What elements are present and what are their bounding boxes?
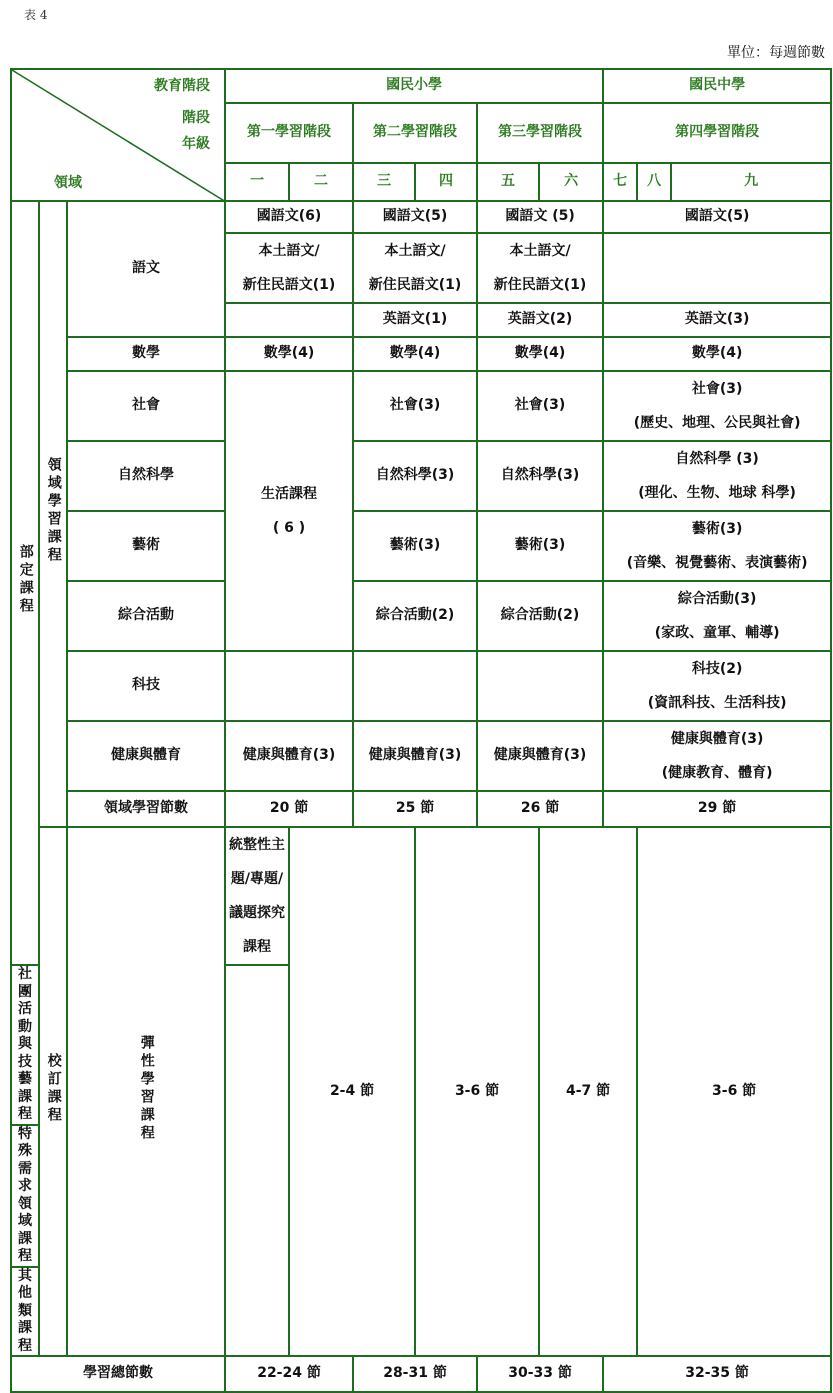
corner-education-stage: 教育階段 [154,78,211,94]
table-number-label: 表 4 [24,8,48,22]
row-technology [11,651,831,721]
curriculum-table [10,68,832,1393]
integrative-stage-4-line-1: 綜合活動(3) [677,591,757,607]
grade-9: 九 [671,163,831,201]
domain-health: 健康與體育 [67,721,225,791]
domain-social: 社會 [67,371,225,441]
domain-hours-stage-4: 29 節 [603,791,831,827]
row-language-mandarin [11,201,831,233]
domain-language: 語文 [67,201,225,337]
header-row-stage [11,69,831,103]
domain-hours-stage-1: 20 節 [225,791,353,827]
local-language-line-1: 本土語文/ [258,243,320,259]
social-stage-2: 社會(3) [353,371,477,441]
science-stage-4-line-1: 自然科學 (3) [675,451,759,467]
flex-clubs-label: 社團活動與技藝課程 [11,965,39,1125]
mandarin-stage-1: 國語文(6) [225,201,353,233]
technology-stage-4-line-1: 科技(2) [691,661,743,677]
header-junior-high: 國民中學 [603,69,831,103]
arts-stage-4-line-1: 藝術(3) [691,521,743,537]
section-required [11,201,39,965]
domain-math: 數學 [67,337,225,371]
health-stage-4-line-1: 健康與體育(3) [670,731,764,747]
row-total [11,1356,831,1392]
math-stage-3: 數學(4) [477,337,603,371]
section-flexible-label: 彈性學習課程 [138,1034,155,1143]
integrative-stage-4-line-2: (家政、童軍、輔導) [654,625,780,641]
unit-label: 單位：每週節數 [727,45,825,61]
grade-8: 八 [637,163,671,201]
row-math [11,337,831,371]
local-language-line-1: 本土語文/ [509,243,571,259]
english-stage-2: 英語文(1) [353,303,477,337]
science-stage-3: 自然科學(3) [477,441,603,511]
arts-stage-3: 藝術(3) [477,511,603,581]
grade-5: 五 [477,163,539,201]
integrative-stage-3: 綜合活動(2) [477,581,603,651]
section-required-label: 部定課程 [17,544,34,617]
grade-1: 一 [225,163,289,201]
row-integrative [11,581,831,651]
header-stage-3: 第三學習階段 [477,103,603,163]
english-stage-4: 英語文(3) [603,303,831,337]
row-science [11,441,831,511]
grade-6: 六 [539,163,603,201]
math-stage-1: 數學(4) [225,337,353,371]
row-health [11,721,831,791]
life-course-stage-1 [225,371,353,651]
integrative-stage-4 [603,581,831,651]
local-language-line-2: 新住民語文(1) [368,277,462,293]
section-domain-learning [39,201,67,827]
technology-stage-3-empty [477,651,603,721]
total-stage-2: 28-31 節 [353,1356,477,1392]
grade-4: 四 [415,163,477,201]
total-stage-4: 32-35 節 [603,1356,831,1392]
life-course-hours: ( 6 ) [272,520,306,536]
domain-science: 自然科學 [67,441,225,511]
flex-stage-4: 3-6 節 [637,827,831,1356]
flex-other-label: 其他類課程 [11,1267,39,1357]
flex-special-label: 特殊需求領域課程 [11,1125,39,1267]
header-stage-1: 第一學習階段 [225,103,353,163]
row-arts [11,511,831,581]
domain-integrative: 綜合活動 [67,581,225,651]
section-flexible [67,827,225,1356]
science-stage-4-line-2: (理化、生物、地球 科學) [638,485,796,501]
life-course-label: 生活課程 [261,486,318,502]
corner-grade: 年級 [182,136,211,152]
science-stage-2: 自然科學(3) [353,441,477,511]
mandarin-stage-4: 國語文(5) [603,201,831,233]
arts-stage-2: 藝術(3) [353,511,477,581]
section-domain-learning-label: 領域學習課程 [45,457,62,566]
total-stage-1: 22-24 節 [225,1356,353,1392]
technology-stage-4-line-2: (資訊科技、生活科技) [647,695,787,711]
header-stage-2: 第二學習階段 [353,103,477,163]
section-school-label: 校訂課程 [45,1052,62,1125]
health-stage-3: 健康與體育(3) [477,721,603,791]
row-flex-integrated [11,827,831,965]
health-stage-4-line-2: (健康教育、體育) [661,765,773,781]
social-stage-4-line-1: 社會(3) [691,381,743,397]
domain-arts: 藝術 [67,511,225,581]
local-language-line-2: 新住民語文(1) [242,277,336,293]
math-stage-2: 數學(4) [353,337,477,371]
flex-stage-1: 2-4 節 [289,827,415,1356]
domain-hours-stage-3: 26 節 [477,791,603,827]
corner-stage: 階段 [182,110,211,126]
section-school [39,827,67,1356]
technology-stage-2-empty [353,651,477,721]
technology-stage-1-empty [225,651,353,721]
arts-stage-4 [603,511,831,581]
arts-stage-4-line-2: (音樂、視覺藝術、表演藝術) [626,555,808,571]
local-language-stage-2 [353,233,477,303]
flex-integrated-line-1: 統整性主題/專題/ [229,837,286,887]
domain-hours-stage-2: 25 節 [353,791,477,827]
corner-header-cell [11,69,225,201]
flex-integrated-label [225,827,289,965]
local-language-stage-4-empty [603,233,831,303]
social-stage-3: 社會(3) [477,371,603,441]
mandarin-stage-3: 國語文 (5) [477,201,603,233]
flex-integrated-line-2: 議題探究課程 [229,905,286,955]
social-stage-4-line-2: (歷史、地理、公民與社會) [633,415,801,431]
row-social [11,371,831,441]
local-language-line-1: 本土語文/ [384,243,446,259]
science-stage-4 [603,441,831,511]
domain-hours-label: 領域學習節數 [67,791,225,827]
english-stage-1-empty [225,303,353,337]
local-language-line-2: 新住民語文(1) [493,277,587,293]
local-language-stage-3 [477,233,603,303]
english-stage-3: 英語文(2) [477,303,603,337]
corner-domain: 領域 [54,174,82,191]
total-stage-3: 30-33 節 [477,1356,603,1392]
flex-stage-3: 4-7 節 [539,827,637,1356]
integrative-stage-2: 綜合活動(2) [353,581,477,651]
domain-technology: 科技 [67,651,225,721]
health-stage-2: 健康與體育(3) [353,721,477,791]
local-language-stage-1 [225,233,353,303]
social-stage-4 [603,371,831,441]
health-stage-1: 健康與體育(3) [225,721,353,791]
grade-3: 三 [353,163,415,201]
technology-stage-4 [603,651,831,721]
grade-7: 七 [603,163,637,201]
grade-2: 二 [289,163,353,201]
total-label: 學習總節數 [11,1356,225,1392]
mandarin-stage-2: 國語文(5) [353,201,477,233]
math-stage-4: 數學(4) [603,337,831,371]
header-elementary: 國民小學 [225,69,603,103]
flex-stage-2: 3-6 節 [415,827,539,1356]
header-stage-4: 第四學習階段 [603,103,831,163]
row-domain-hours [11,791,831,827]
health-stage-4 [603,721,831,791]
